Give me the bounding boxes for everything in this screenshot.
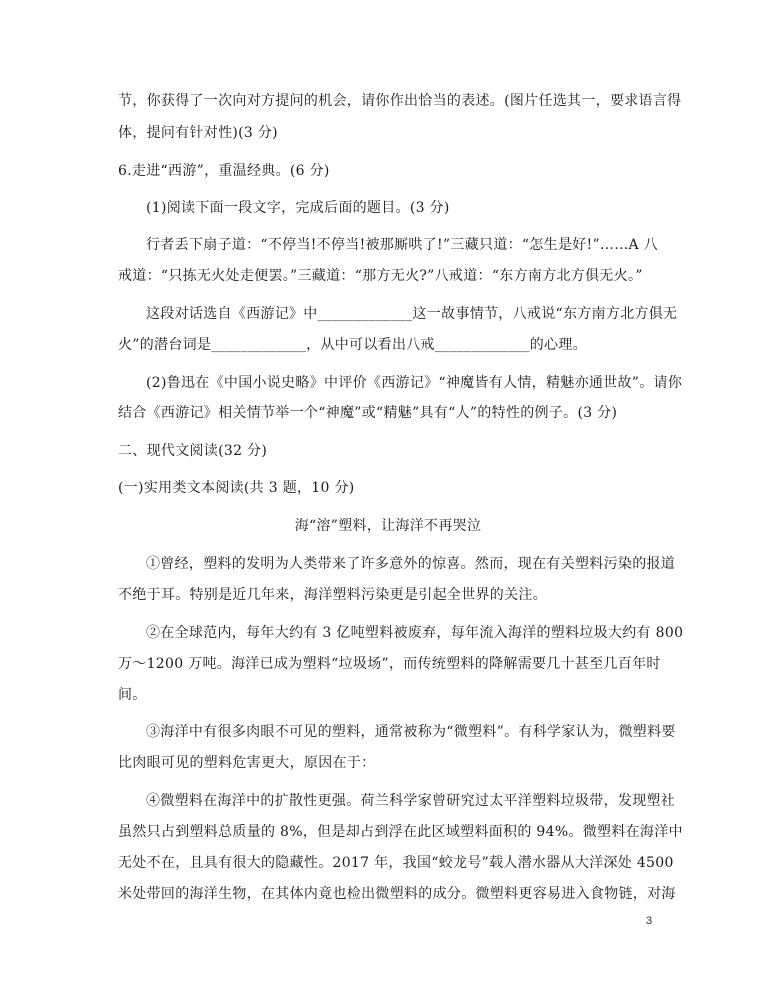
fill-blank-line-2: 火”的潜台词是_____________，从中可以看出八戒_____________的心理。 — [118, 337, 587, 353]
paragraph-2-line-1: ②在全球范内，每年大约有 3 亿吨塑料被废弃，每年流入海洋的塑料垃圾大约有 800 — [146, 625, 684, 641]
paragraph-2-line-2: 万～1200 万吨。海洋已成为塑料“垃圾场”，而传统塑料的降解需要几十甚至几百年时 — [118, 656, 661, 672]
paragraph-4-line-4: 米处带回的海洋生物，在其体内竟也检出微塑料的成分。微塑料更容易进入食物链，对海 — [118, 886, 676, 902]
text-line-2: 体，提问有针对性)(3 分) — [118, 125, 278, 141]
section-heading-modern-reading: 二、现代文阅读(32 分) — [118, 443, 268, 459]
text-line-1: 节，你获得了一次向对方提问的机会，请你作出恰当的表述。(图片任选其一，要求语言得 — [118, 93, 682, 109]
subquestion-2-line-2: 结合《西游记》相关情节举一个“神魔”或“精魅”具有“人”的特性的例子。(3 分) — [118, 405, 618, 421]
paragraph-3-line-1: ③海洋中有很多肉眼不可见的塑料，通常被称为“微塑料”。有科学家认为，微塑料要 — [146, 724, 676, 740]
paragraph-4-line-1: ④微塑料在海洋中的扩散性更强。荷兰科学家曾研究过太平洋塑料垃圾带，发现塑社 — [146, 793, 676, 809]
paragraph-3-line-2: 比肉眼可见的塑料危害更大，原因在于： — [118, 755, 376, 771]
paragraph-4-line-2: 虽然只占到塑料总质量的 8%，但是却占到浮在此区域塑料面积的 94%。微塑料在海洋中 — [118, 824, 683, 840]
paragraph-2-line-3: 间。 — [118, 687, 147, 703]
page-number: 3 — [646, 915, 653, 927]
paragraph-4-line-3: 无处不在，且具有很大的隐藏性。2017 年，我国“蛟龙号”载人潜水器从大洋深处 4500 — [118, 855, 674, 871]
paragraph-1-line-2: 不绝于耳。特别是近几年来，海洋塑料污染更是引起全世界的关注。 — [118, 587, 547, 603]
paragraph-1-line-1: ①曾经，塑料的发明为人类带来了许多意外的惊喜。然而，现在有关塑料污染的报道 — [146, 556, 676, 572]
subquestion-2-line-1: (2)鲁迅在《中国小说史略》中评价《西游记》“神魔皆有人情，精魅亦通世故”。请你 — [146, 375, 683, 391]
subquestion-1-heading: (1)阅读下面一段文字，完成后面的题目。(3 分) — [146, 200, 450, 216]
passage-line-2: 戒道：“只拣无火处走便罢。”三藏道：“那方无火?”八戒道：“东方南方北方俱无火。” — [118, 268, 643, 284]
passage-line-1: 行者丢下扇子道：“不停当!不停当!被那厮哄了!”三藏只道：“怎生是好!”……A 八 — [146, 237, 658, 253]
question-6-heading: 6.走进“西游”，重温经典。(6 分) — [118, 163, 330, 179]
article-title: 海“溶”塑料，让海洋不再哭泣 — [294, 518, 482, 534]
subsection-heading-practical-text: (一)实用类文本阅读(共 3 题，10 分) — [118, 480, 355, 496]
fill-blank-line-1: 这段对话选自《西游记》中_____________这一故事情节，八戒说“东方南方北方俱无 — [146, 306, 678, 322]
